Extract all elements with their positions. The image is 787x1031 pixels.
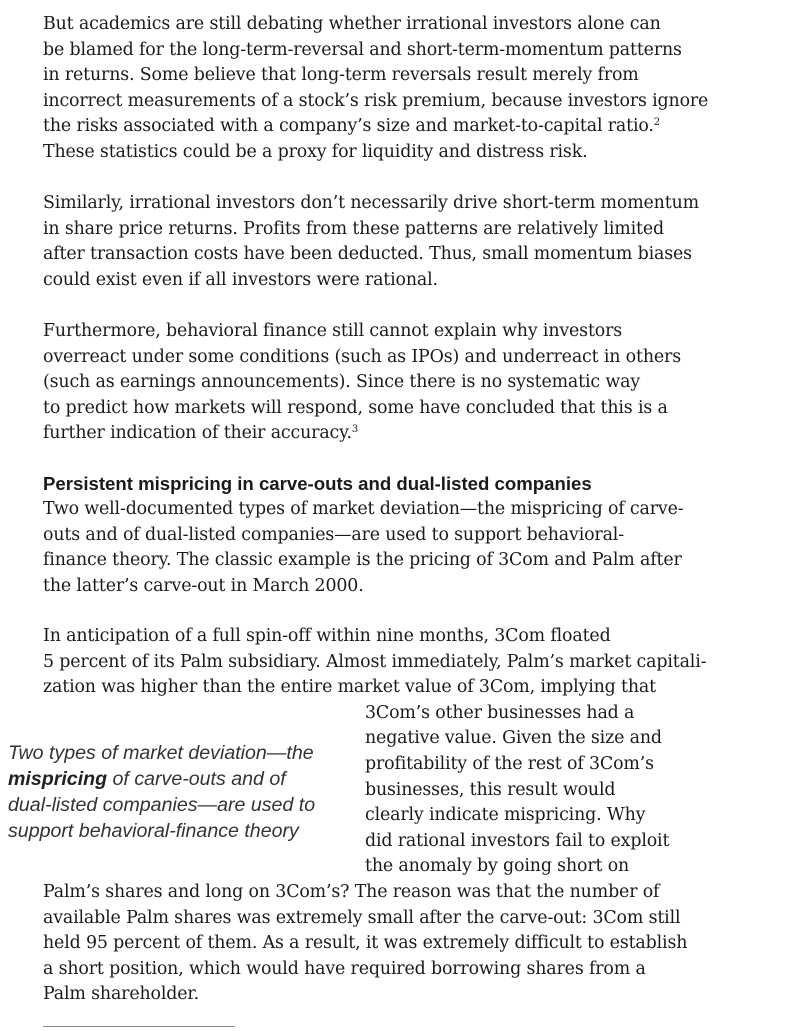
paragraph-4-line-3: finance theory. The classic example is the pricing of 3Com and Palm after: [43, 550, 682, 571]
paragraph-1-line-5: [43, 114, 660, 140]
paragraph-3-line-2: overreact under some conditions (such as IPOs) and underreact in others: [43, 346, 681, 367]
paragraph-5-line-13: held 95 percent of them. As a result, it was extremely difficult to establish: [43, 933, 688, 954]
paragraph-5-line-15: Palm shareholder.: [43, 984, 200, 1005]
paragraph-5-line-12: available Palm shares was extremely small after the carve-out: 3Com still: [43, 907, 681, 928]
footnote-separator-rule: [43, 1026, 235, 1027]
paragraph-5-line-9: did rational investors fail to exploit: [365, 830, 670, 851]
paragraph-4-line-4: the latter’s carve-out in March 2000.: [43, 575, 364, 596]
pull-quote-line-2-rest: of carve-outs and of: [107, 768, 286, 790]
footnote-marker-2: 2: [653, 117, 661, 129]
paragraph-2-line-4: could exist even if all investors were rational.: [43, 269, 438, 290]
footnote-marker-3: 3: [351, 424, 359, 436]
paragraph-5-line-6: profitability of the rest of 3Com’s: [365, 754, 654, 774]
paragraph-1-line-1: But academics are still debating whether irrational investors alone can: [43, 14, 661, 34]
paragraph-5-line-2: 5 percent of its Palm subsidiary. Almost immediately, Palm’s market capitali-: [43, 651, 707, 672]
pull-quote-emphasis: mispricing: [8, 768, 108, 790]
paragraph-3-line-1: Furthermore, behavioral finance still cannot explain why investors: [43, 321, 623, 341]
paragraph-2-line-1: Similarly, irrational investors don’t necessarily drive short-term momentum: [43, 193, 699, 213]
paragraph-3-line-5-text: further indication of their accuracy.: [43, 423, 352, 444]
paragraph-5-line-8: clearly indicate mispricing. Why: [365, 805, 646, 826]
paragraph-3-line-5: [43, 421, 358, 447]
paragraph-5-line-10: the anomaly by going short on: [365, 856, 630, 877]
paragraph-4-line-1: Two well-documented types of market deviation—the mispricing of carve-: [43, 499, 684, 519]
paragraph-1-line-3: in returns. Some believe that long-term reversals result merely from: [43, 65, 639, 86]
pull-quote-line-4: support behavioral-finance theory: [8, 820, 299, 842]
pull-quote-line-3: dual-listed companies—are used to: [8, 794, 316, 816]
paragraph-5-line-7: businesses, this result would: [365, 779, 616, 800]
paragraph-1-line-2: be blamed for the long-term-reversal and short-term-momentum patterns: [43, 39, 682, 60]
pull-quote-line-2: [8, 766, 286, 792]
paragraph-5-line-1: In anticipation of a full spin-off within nine months, 3Com floated: [43, 626, 611, 646]
paragraph-5-line-11: Palm’s shares and long on 3Com’s? The reason was that the number of: [43, 882, 660, 902]
pull-quote-line-1: Two types of market deviation—the: [8, 742, 314, 764]
paragraph-2-line-3: after transaction costs have been deducted. Thus, small momentum biases: [43, 244, 692, 265]
paragraph-1-line-5-text: the risks associated with a company’s size and market-to-capital ratio.: [43, 116, 654, 137]
paragraph-1-line-4: incorrect measurements of a stock’s risk premium, because investors ignore: [43, 90, 709, 111]
paragraph-2-line-2: in share price returns. Profits from these patterns are relatively limited: [43, 218, 665, 239]
paragraph-5-line-5: negative value. Given the size and: [365, 728, 662, 749]
paragraph-3-line-3: (such as earnings announcements). Since there is no systematic way: [43, 372, 640, 393]
paragraph-5-line-4: 3Com’s other businesses had a: [365, 702, 635, 723]
paragraph-3-line-4: to predict how markets will respond, some have concluded that this is a: [43, 397, 668, 418]
paragraph-5-line-14: a short position, which would have required borrowing shares from a: [43, 958, 646, 979]
paragraph-5-line-3: zation was higher than the entire market value of 3Com, implying that: [43, 677, 656, 698]
paragraph-1-line-6: These statistics could be a proxy for liquidity and distress risk.: [43, 142, 588, 162]
paragraph-4-line-2: outs and of dual-listed companies—are used to support behavioral-: [43, 524, 624, 545]
section-heading: Persistent mispricing in carve-outs and dual-listed companies: [43, 473, 592, 494]
